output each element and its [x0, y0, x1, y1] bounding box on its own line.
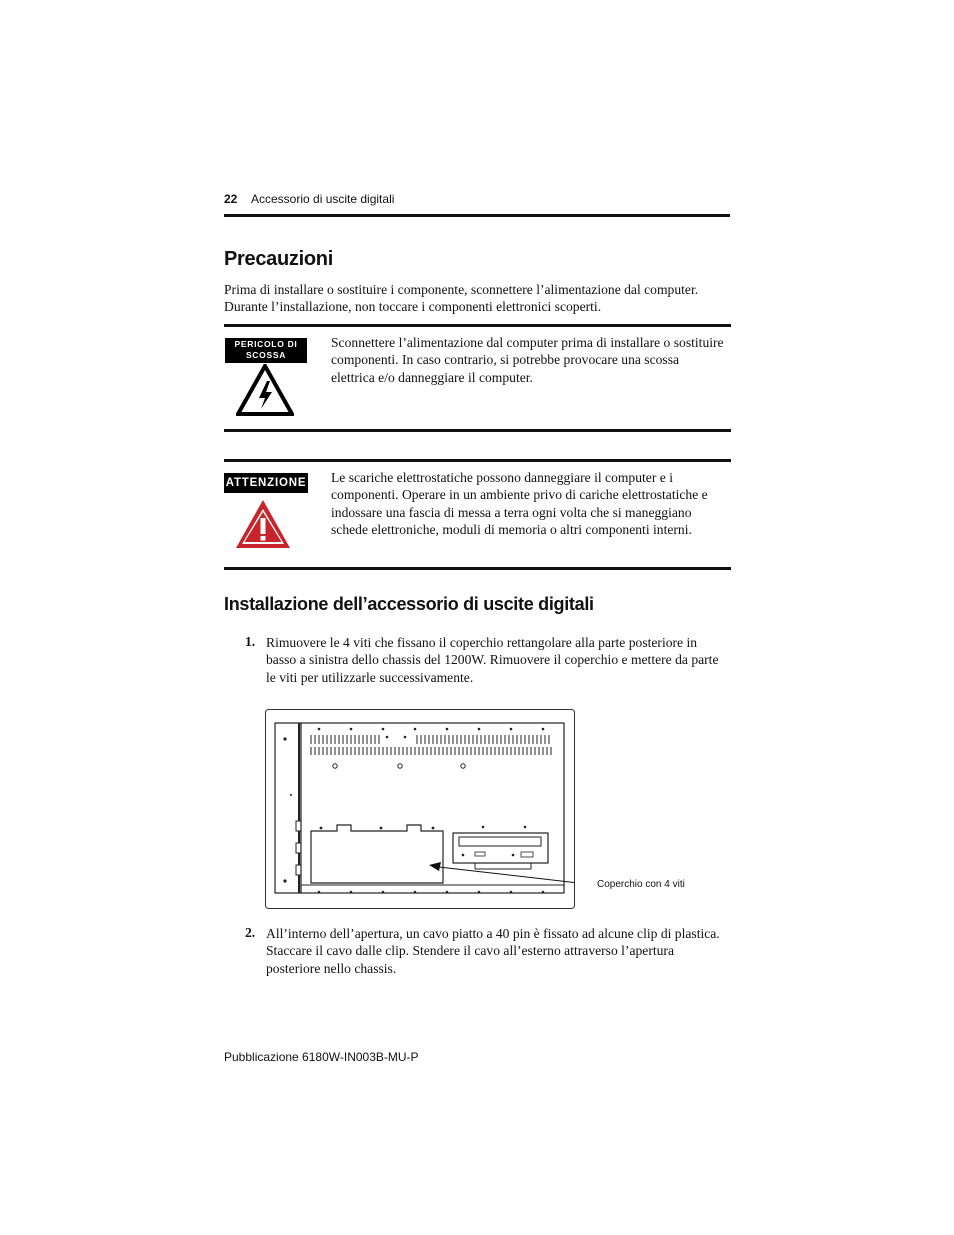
- attention-bottom-rule: [224, 567, 731, 570]
- shock-badge-line-2: SCOSSA: [245, 350, 287, 360]
- step-2-number: 2.: [245, 925, 256, 940]
- warning-top-rule: [224, 324, 731, 327]
- figure-callout-label: Coperchio con 4 viti: [597, 879, 685, 890]
- attention-top-rule: [224, 459, 731, 462]
- chassis-rear-figure: [265, 709, 575, 909]
- attention-badge: ATTENZIONE: [224, 473, 308, 493]
- step-1-number: 1.: [245, 634, 256, 649]
- electric-shock-warning-icon: [236, 364, 294, 416]
- section-title-installazione: Installazione dell’accessorio di uscite digitali: [224, 594, 594, 614]
- page-number: 22: [224, 192, 238, 206]
- shock-badge-line-1: PERICOLO DI: [234, 339, 298, 349]
- intro-paragraph: Prima di installare o sostituire i componente, sconnettere l’alimentazione dal computer. Durante l’installazione, non toccare i componenti elettronici scoperti.: [224, 282, 699, 315]
- step-1-text: Rimuovere le 4 viti che fissano il coperchio rettangolare alla parte posteriore in basso a sinistra dello chassis del 1200W. Rimuovere il coperchio e mettere da parte le viti per utilizzarle successivamente.: [266, 635, 719, 685]
- page-header: [224, 192, 730, 216]
- attention-warning-text: Le scariche elettrostatiche possono danneggiare il computer e i componenti. Operare in un ambiente privo di cariche elettrostatiche e indossare una fascia di messa a terra ogni volta che si maneggiano schede elettroniche, moduli di memoria o altri componenti interni.: [331, 470, 708, 538]
- shock-hazard-badge: [225, 338, 307, 363]
- running-title: Accessorio di uscite digitali: [251, 192, 395, 206]
- exclamation-warning-icon: [234, 498, 292, 550]
- header-rule: [224, 214, 730, 217]
- section-title-precauzioni: Precauzioni: [224, 248, 333, 270]
- warning-bottom-rule: [224, 429, 731, 432]
- shock-warning-text: Sconnettere l’alimentazione dal computer prima di installare o sostituire componenti. In caso contrario, si potrebbe provocare una scossa elettrica e/o danneggiare il computer.: [331, 335, 724, 385]
- page-footer: Pubblicazione 6180W-IN003B-MU-P: [224, 1050, 419, 1064]
- step-2-text: All’interno dell’apertura, un cavo piatto a 40 pin è fissato ad alcune clip di plastica. Staccare il cavo dalle clip. Stendere il cavo all’esterno attraverso l’apertura posteriore nello chassis.: [266, 926, 720, 976]
